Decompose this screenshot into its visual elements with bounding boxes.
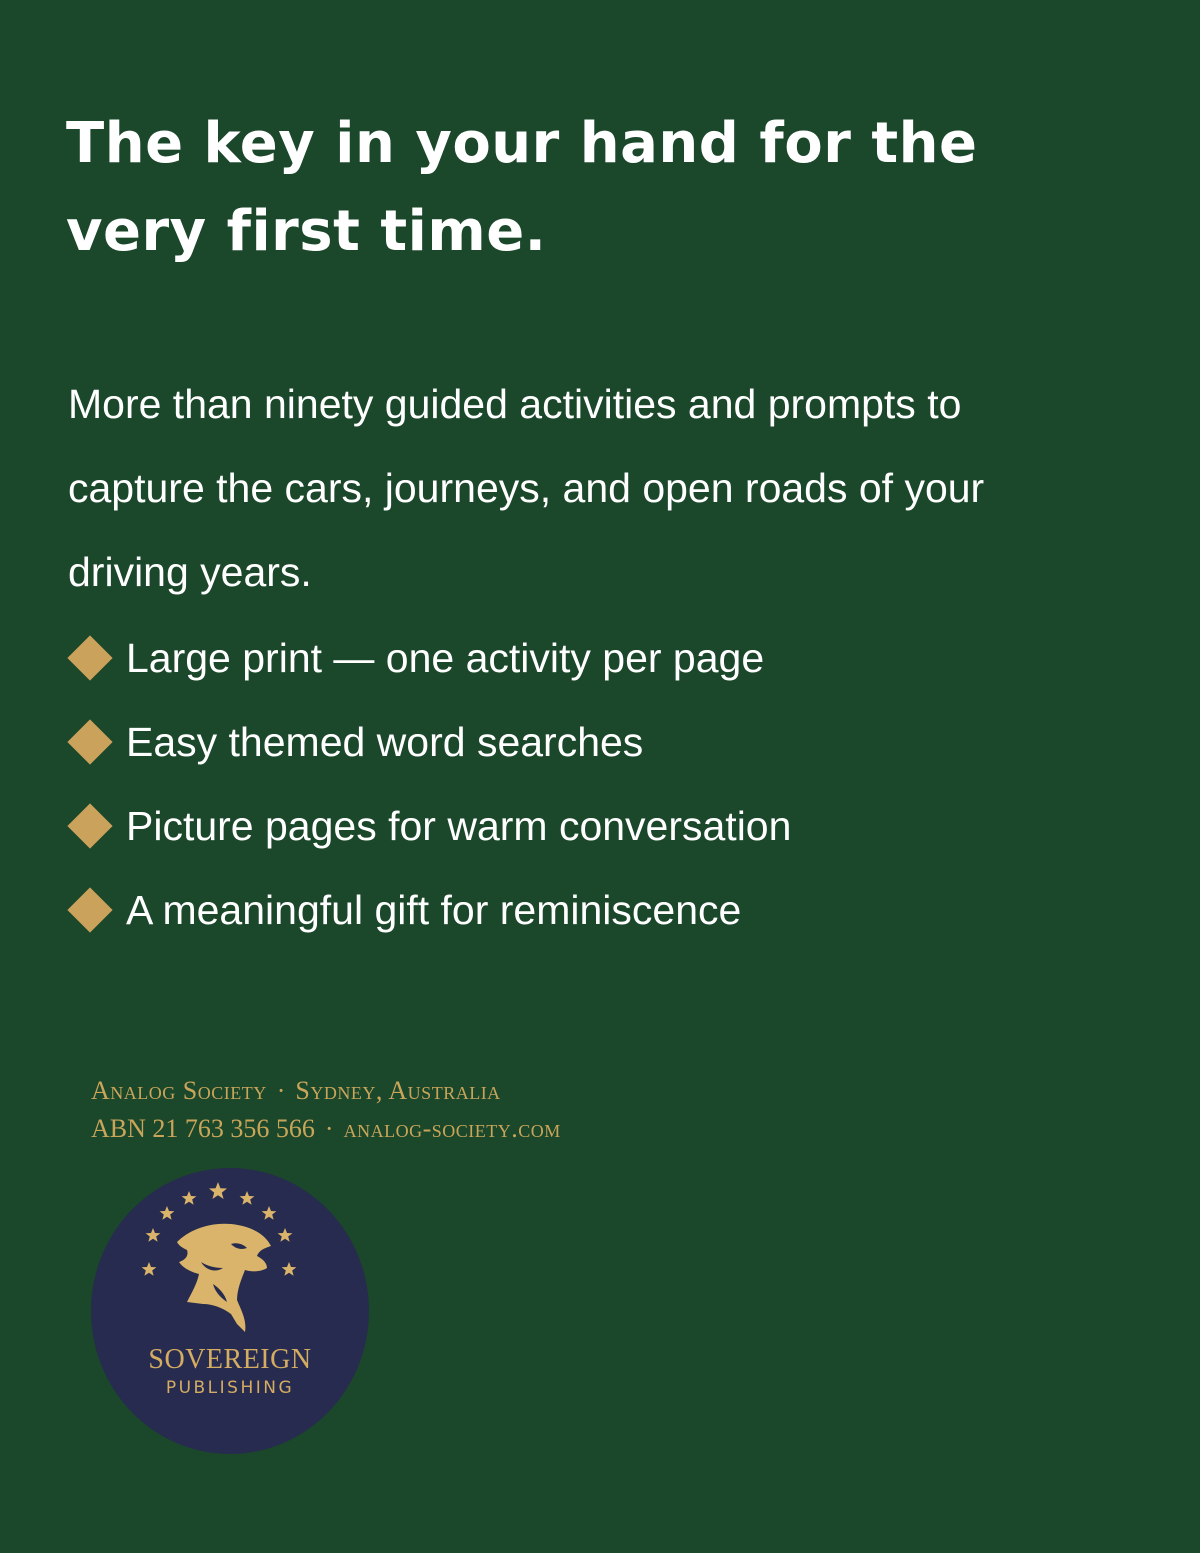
seal-name: SOVEREIGN — [148, 1344, 312, 1375]
footer-line-1 — [91, 1072, 561, 1110]
feature-item — [68, 868, 791, 952]
feature-list — [68, 616, 791, 952]
publisher-website: analog-society.com — [343, 1114, 561, 1143]
feature-text: Large print — one activity per page — [126, 634, 765, 681]
feature-text: A meaningful gift for reminiscence — [126, 886, 742, 933]
seal-subtitle: PUBLISHING — [165, 1378, 295, 1398]
feature-text: Picture pages for warm conversation — [126, 802, 792, 849]
footer-line-2 — [91, 1110, 561, 1148]
diamond-bullet-icon — [67, 719, 112, 764]
footer-separator: · — [276, 1076, 286, 1105]
publisher-name: Analog Society — [91, 1076, 267, 1105]
feature-item — [68, 700, 791, 784]
puma-head-with-stars-icon — [91, 1168, 369, 1454]
diamond-bullet-icon — [67, 887, 112, 932]
publisher-abn: ABN 21 763 356 566 — [91, 1114, 315, 1143]
publisher-location: Sydney, Australia — [295, 1076, 501, 1105]
footer-separator: · — [324, 1114, 334, 1143]
diamond-bullet-icon — [67, 635, 112, 680]
feature-text: Easy themed word searches — [126, 718, 644, 765]
diamond-bullet-icon — [67, 803, 112, 848]
feature-item — [68, 784, 791, 868]
publisher-footer — [91, 1072, 561, 1148]
sovereign-publishing-seal — [91, 1168, 369, 1454]
feature-item — [68, 616, 791, 700]
headline: The key in your hand for the very first time. — [66, 111, 978, 264]
intro-paragraph: More than ninety guided activities and prompts to capture the cars, journeys, and open roads of your driving years. — [68, 381, 985, 595]
